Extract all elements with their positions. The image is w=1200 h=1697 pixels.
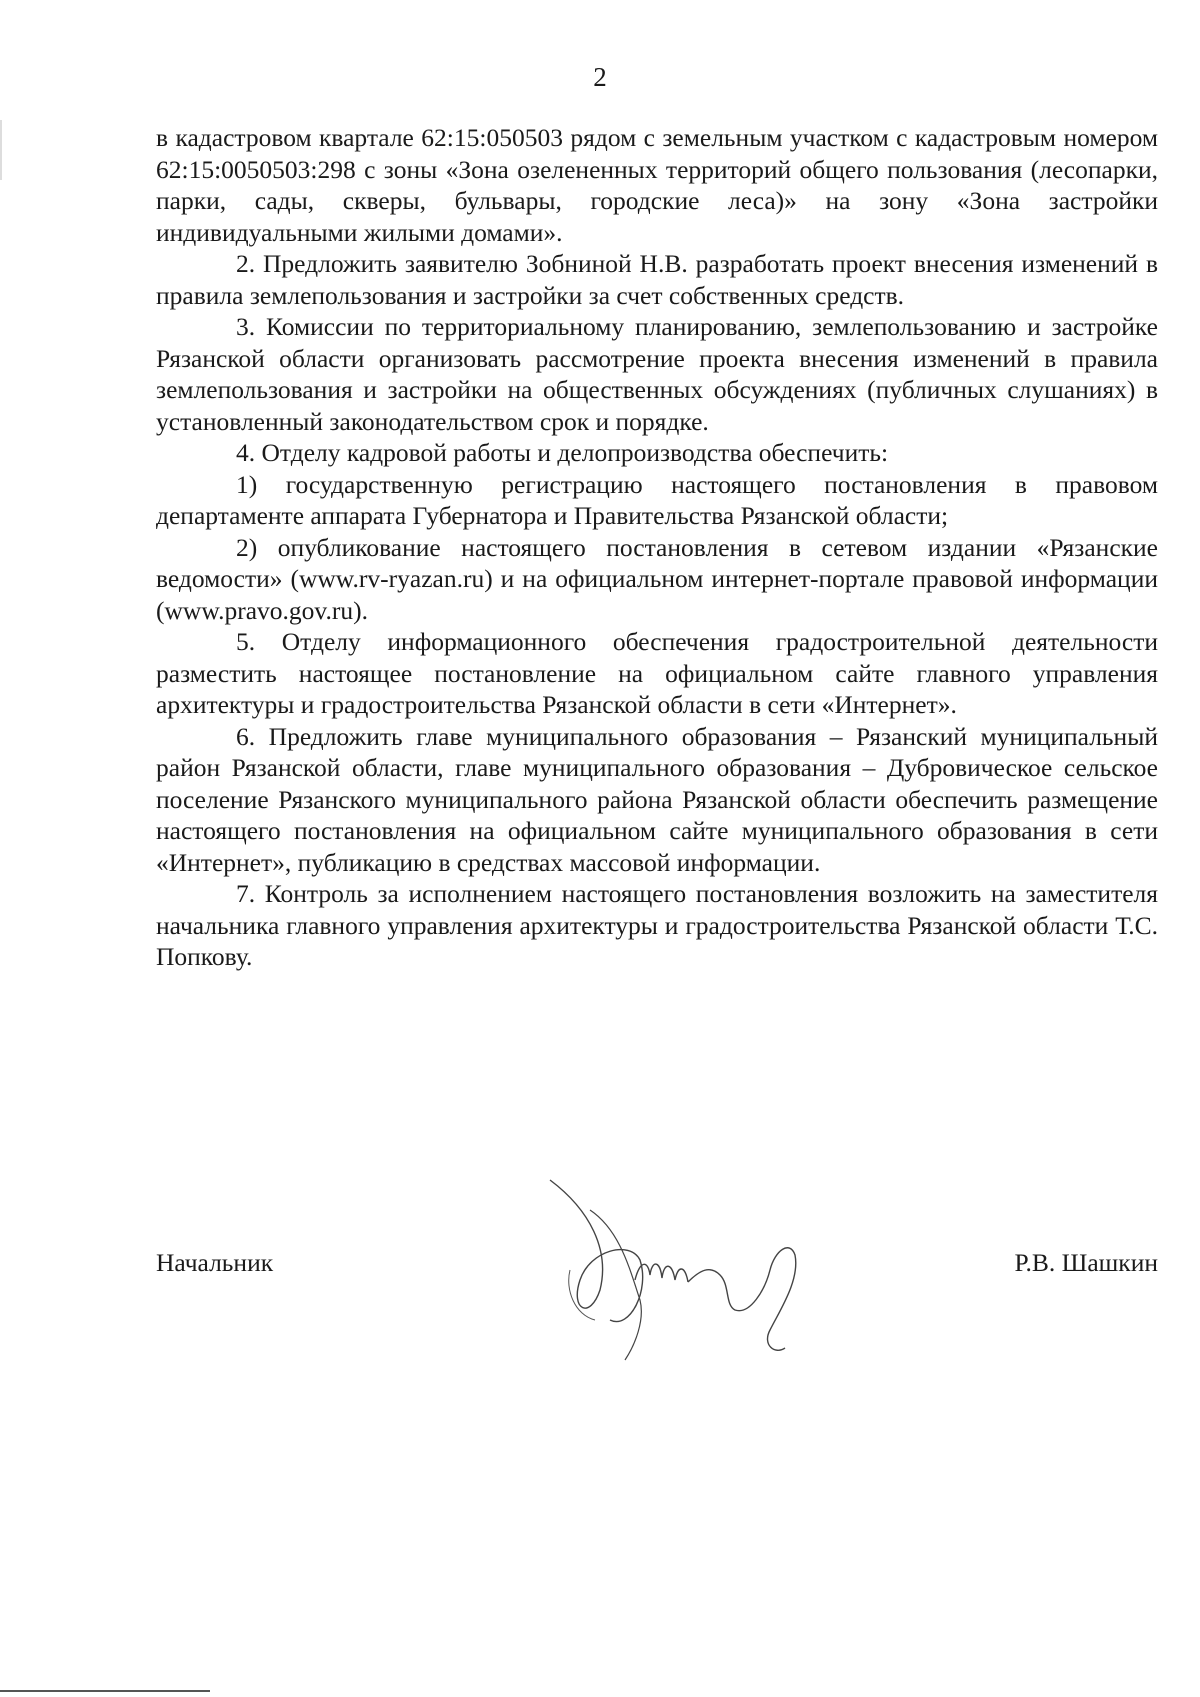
paragraph-item-4: 4. Отделу кадровой работы и делопроизводства обеспечить: bbox=[236, 438, 889, 467]
paragraph-item-2: 2. Предложить заявителю Зобниной Н.В. разработать проект внесения изменений в правила землепользования и застройки за счет собственных средств. bbox=[156, 249, 1158, 310]
document-body bbox=[156, 122, 1158, 973]
paragraph-item-5: 5. Отделу информационного обеспечения градостроительной деятельности разместить настоящее постановление на официальном сайте главного управления архитектуры и градостроительства Рязанской области в сети «Интернет». bbox=[156, 627, 1158, 719]
handwritten-signature bbox=[530, 1170, 860, 1370]
paragraph-item-6: 6. Предложить главе муниципального образования – Рязанский муниципальный район Рязанской области, главе муниципального образования – Дубровическое сельское поселение Рязанского муниципального района Рязанской области обеспечить размещение настоящего постановления на официальном сайте муниципального образования в сети «Интернет», публикацию в средствах массовой информации. bbox=[156, 721, 1158, 877]
paragraph-item-7: 7. Контроль за исполнением настоящего постановления возложить на заместителя начальника главного управления архитектуры и градостроительства Рязанской области Т.С. Попкову. bbox=[156, 879, 1158, 971]
footer-rule bbox=[0, 1690, 210, 1692]
signer-position: Начальник bbox=[156, 1248, 274, 1277]
signer-name: Р.В. Шашкин bbox=[1014, 1248, 1158, 1277]
paragraph-item-3: 3. Комиссии по территориальному планированию, землепользованию и застройке Рязанской области организовать рассмотрение проекта внесения изменений в правила землепользования и застройки на общественных обсуждениях (публичных слушаниях) в установленный законодательством срок и порядке. bbox=[156, 312, 1158, 436]
paragraph-subitem-2: 2) опубликование настоящего постановления в сетевом издании «Рязанские ведомости» (www.rv-ryazan.ru) и на официальном интернет-портале правовой информации (www.pravo.gov.ru). bbox=[156, 532, 1158, 625]
paragraph-subitem-1: 1) государственную регистрацию настоящего постановления в правовом департаменте аппарата Губернатора и Правительства Рязанской области; bbox=[156, 469, 1158, 530]
page-number: 2 bbox=[593, 62, 607, 92]
paragraph-continuation: в кадастровом квартале 62:15:050503 рядом с земельным участком с кадастровым номером 62:15:0050503:298 с зоны «Зона озелененных территорий общего пользования (лесопарки, парки, сады, скверы, бульвары, городские леса)» на зону «Зона застройки индивидуальными жилыми домами». bbox=[156, 123, 1158, 247]
scan-margin-mark bbox=[0, 120, 2, 180]
